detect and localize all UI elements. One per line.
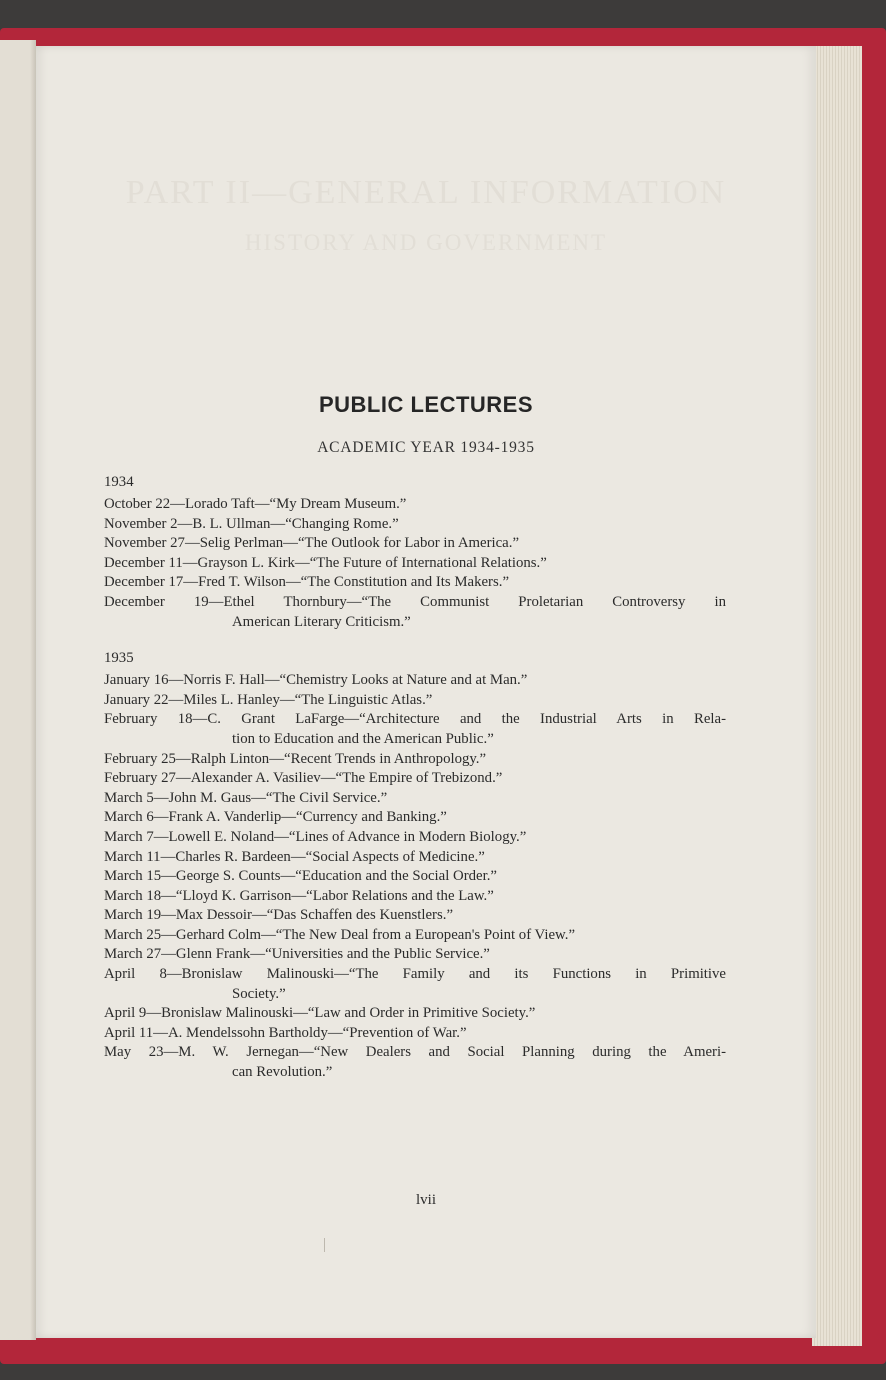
lecture-entry-line: March 11—Charles R. Bardeen—“Social Aspects of Medicine.” [104, 848, 485, 865]
lecture-entry-line: October 22—Lorado Taft—“My Dream Museum.” [104, 496, 407, 512]
lecture-entry-line: December 19—Ethel Thornbury—“The Communist Proletarian Controversy in [104, 593, 726, 610]
lecture-entry-line: November 27—Selig Perlman—“The Outlook for Labor in America.” [104, 535, 520, 552]
lecture-entry-continuation: American Literary Criticism.” [232, 613, 411, 630]
lecture-entry [104, 515, 726, 535]
lecture-entry [104, 808, 726, 828]
lecture-entry [104, 906, 726, 926]
left-page-edge [0, 40, 36, 1340]
bleed-through-subheading: HISTORY AND GOVERNMENT [244, 230, 608, 255]
lecture-entry-line: November 2—B. L. Ullman—“Changing Rome.” [104, 515, 399, 532]
lecture-entry-line: March 18—“Lloyd K. Garrison—“Labor Relations and the Law.” [104, 887, 494, 904]
lecture-entry-line: March 27—Glenn Frank—“Universities and the Public Service.” [104, 946, 490, 963]
lecture-entry-line: January 22—Miles L. Hanley—“The Linguistic Atlas.” [104, 691, 433, 708]
year-heading: 1935 [104, 650, 134, 667]
lecture-entry [104, 867, 726, 887]
page-block-edges [812, 46, 862, 1346]
lecture-entry-line: February 18—C. Grant LaFarge—“Architecture and the Industrial Arts in Rela- [104, 711, 726, 728]
lecture-entry-line: March 5—John M. Gaus—“The Civil Service.” [104, 789, 388, 806]
lecture-entry [104, 887, 726, 907]
year-heading: 1934 [104, 474, 134, 490]
lecture-entry [104, 926, 726, 946]
lecture-entry-continuation: can Revolution.” [232, 1064, 333, 1081]
lecture-entry-line: April 9—Bronislaw Malinouski—“Law and Order in Primitive Society.” [104, 1005, 536, 1022]
lecture-entry-continuation: tion to Education and the American Public.” [232, 730, 494, 747]
lecture-entry [104, 1004, 726, 1024]
lecture-entry-line: February 27—Alexander A. Vasiliev—“The Empire of Trebizond.” [104, 770, 503, 787]
lecture-entry [104, 691, 726, 711]
lecture-entry [104, 495, 726, 515]
lecture-entry-line: May 23—M. W. Jernegan—“New Dealers and Social Planning during the Ameri- [104, 1044, 726, 1061]
lecture-entry [104, 789, 726, 809]
lecture-entry [104, 1024, 726, 1044]
lecture-entry-line: March 19—Max Dessoir—“Das Schaffen des Kuenstlers.” [104, 907, 454, 924]
lecture-entry [104, 848, 726, 868]
lecture-entry-line: January 16—Norris F. Hall—“Chemistry Looks at Nature and at Man.” [104, 672, 528, 689]
lecture-entry [104, 750, 726, 770]
lecture-entry [104, 1043, 726, 1082]
page-title: PUBLIC LECTURES [318, 392, 534, 417]
lecture-entry-continuation: Society.” [232, 985, 286, 1002]
lecture-list [104, 470, 726, 1083]
book-page [36, 46, 816, 1338]
lecture-entry [104, 554, 726, 574]
lecture-entry-line: April 8—Bronislaw Malinouski—“The Family and its Functions in Primitive [104, 966, 726, 983]
lecture-entry-line: February 25—Ralph Linton—“Recent Trends in Anthropology.” [104, 750, 487, 767]
lecture-entry-line: March 6—Frank A. Vanderlip—“Currency and Banking.” [104, 809, 447, 826]
lecture-entry-line: March 7—Lowell E. Noland—“Lines of Advance in Modern Biology.” [104, 828, 527, 845]
lecture-entry [104, 671, 726, 691]
lecture-entry-line: December 17—Fred T. Wilson—“The Constitution and Its Makers.” [104, 574, 510, 591]
lecture-entry-line: April 11—A. Mendelssohn Bartholdy—“Prevention of War.” [104, 1024, 467, 1041]
lecture-entry-line: March 25—Gerhard Colm—“The New Deal from a European's Point of View.” [104, 926, 576, 943]
lecture-entry [104, 945, 726, 965]
page-number: lvii [415, 1192, 436, 1208]
lecture-entry [104, 710, 726, 749]
lecture-entry [104, 769, 726, 789]
lecture-entry [104, 573, 726, 593]
bleed-through-heading: PART II—GENERAL INFORMATION [125, 174, 727, 211]
lecture-entry-line: December 11—Grayson L. Kirk—“The Future of International Relations.” [104, 554, 547, 571]
lecture-entry [104, 965, 726, 1004]
lecture-entry [104, 534, 726, 554]
page-mark [324, 1238, 325, 1252]
lecture-entry [104, 593, 726, 632]
lecture-entry-line: March 15—George S. Counts—“Education and the Social Order.” [104, 868, 497, 885]
page-subtitle: ACADEMIC YEAR 1934-1935 [317, 439, 535, 456]
lecture-entry [104, 828, 726, 848]
